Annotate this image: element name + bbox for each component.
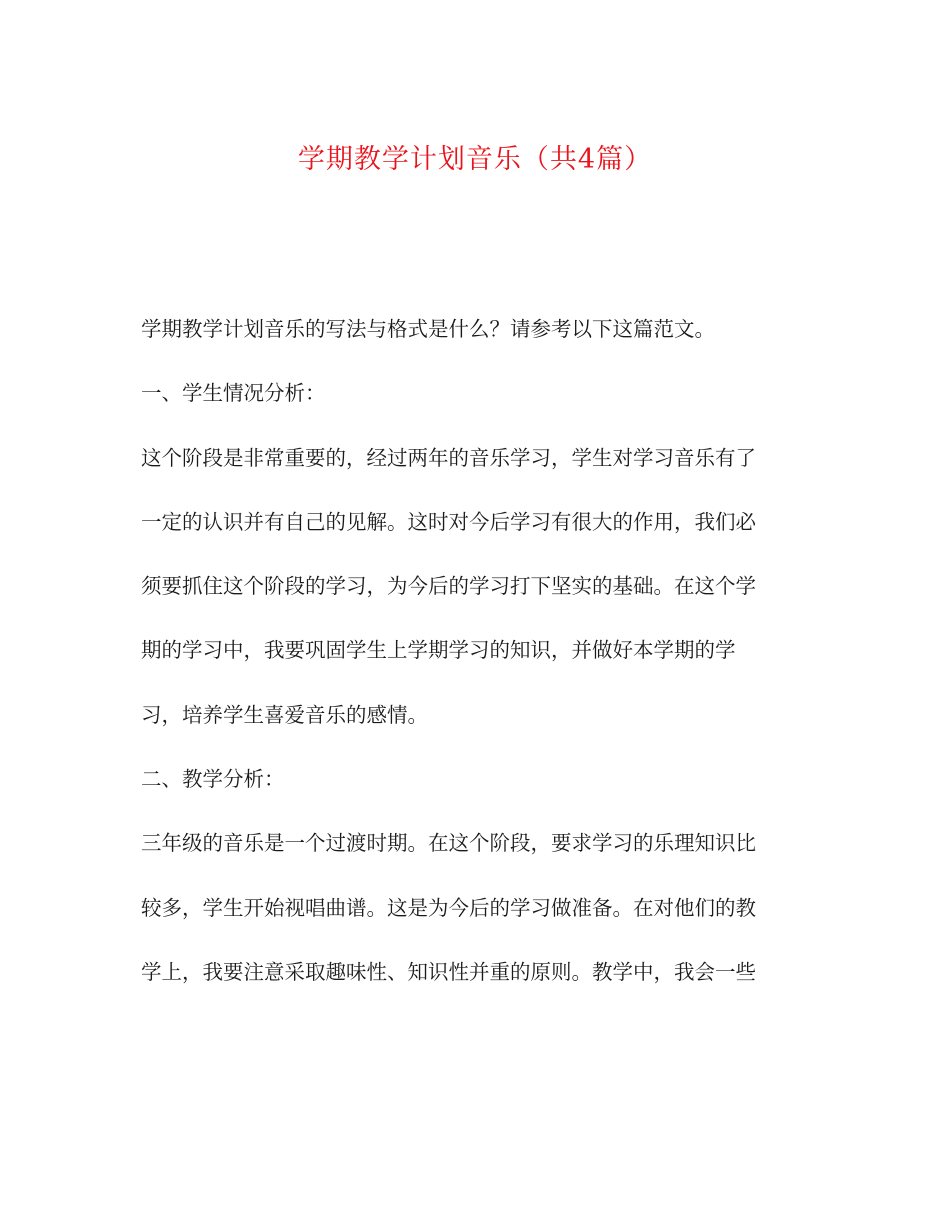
paragraph-line: 这个阶段是非常重要的，经过两年的音乐学习，学生对学习音乐有了 — [141, 445, 756, 470]
paragraph-line: 一定的认识并有自己的见解。这时对今后学习有很大的作用，我们必 — [141, 509, 756, 534]
section-heading-teaching-analysis: 二、教学分析： — [141, 767, 285, 792]
paragraph-line: 期的学习中，我要巩固学生上学期学习的知识，并做好本学期的学 — [141, 638, 736, 663]
section-heading-student-analysis: 一、学生情况分析： — [141, 381, 326, 406]
intro-line: 学期教学计划音乐的写法与格式是什么？请参考以下这篇范文。 — [141, 317, 715, 341]
document-body — [141, 297, 801, 1004]
paragraph-line: 三年级的音乐是一个过渡时期。在这个阶段，要求学习的乐理知识比 — [141, 831, 756, 856]
paragraph-line: 学上，我要注意采取趣味性、知识性并重的原则。教学中，我会一些 — [141, 959, 756, 984]
paragraph-line: 须要抓住这个阶段的学习，为今后的学习打下坚实的基础。在这个学 — [141, 574, 756, 599]
paragraph-line: 较多，学生开始视唱曲谱。这是为今后的学习做准备。在对他们的教 — [141, 895, 756, 920]
paragraph-line: 习，培养学生喜爱音乐的感情。 — [141, 702, 428, 727]
document-title: 学期教学计划音乐（共4篇） — [297, 144, 653, 175]
